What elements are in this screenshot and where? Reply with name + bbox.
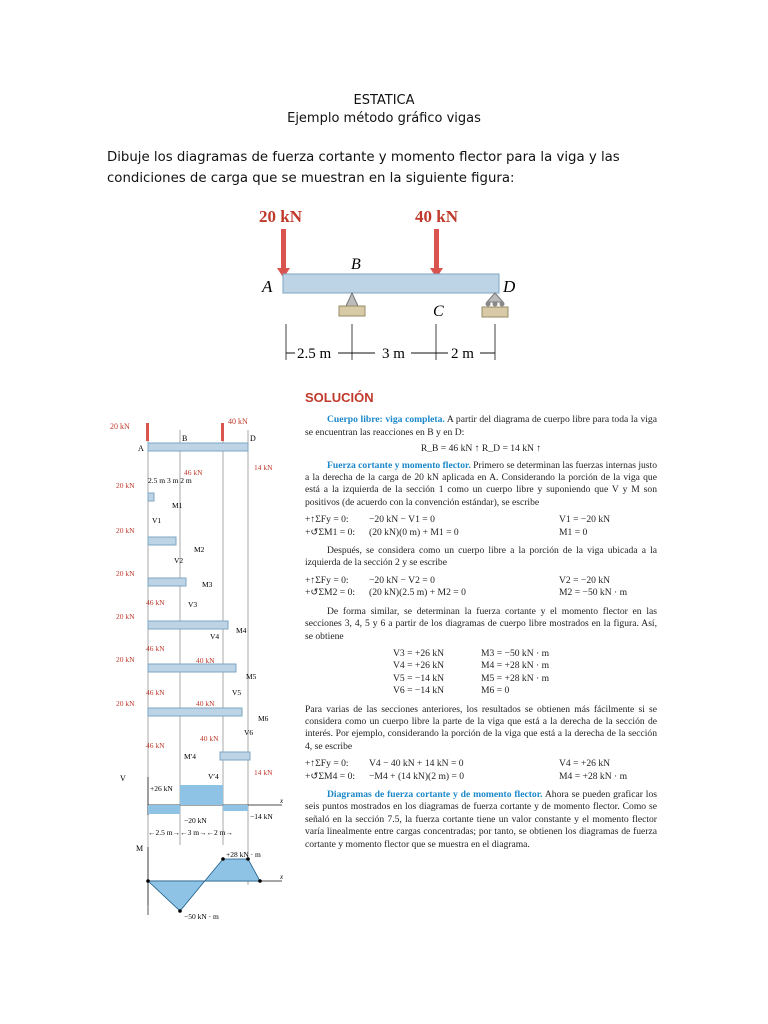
label-v1: V1 [152,516,162,525]
shear-neg-b [223,805,248,811]
label-v4: V4 [210,632,220,641]
svg-text:A: A [138,444,144,453]
problem-statement: Dibuje los diagramas de fuerza cortante y momento flector para la viga y las condiciones de carga que se muestran en la siguiente figura: [107,150,620,186]
label-prime-m: M′4 [184,752,197,761]
svg-text:x: x [280,873,284,881]
label-a: A [262,277,273,296]
svg-text:B: B [182,434,188,443]
svg-text:40 kN: 40 kN [196,656,215,665]
svg-text:20 kN: 20 kN [116,655,135,664]
svg-text:←2.5 m→←3 m→←2 m→: ←2.5 m→←3 m→←2 m→ [148,828,234,837]
beam [283,274,499,293]
moment-pos-label: +28 kN · m [226,850,261,859]
label-v5: V5 [232,688,242,697]
svg-text:14 kN: 14 kN [254,768,273,777]
fbd-load-a: 20 kN [110,422,130,431]
page-title: ESTATICA [353,93,415,108]
load-c-label: 40 kN [415,207,458,226]
label-v6: V6 [244,728,254,737]
svg-text:46 kN: 46 kN [146,688,165,697]
label-v3: V3 [188,600,198,609]
fbd-reaction-b: 46 kN [184,468,203,477]
svg-text:20 kN: 20 kN [116,481,135,490]
svg-text:40 kN: 40 kN [196,699,215,708]
load-a-label: 20 kN [259,207,302,226]
support-d [482,293,508,317]
label-m5: M5 [246,672,257,681]
svg-text:40 kN: 40 kN [200,734,219,743]
m-axis-label: M [136,844,144,853]
dim-2: 3 m [382,346,405,362]
fbd-dims: 2.5 m 3 m 2 m [148,476,192,485]
label-b: B [351,256,361,273]
shear-pos [180,785,223,805]
label-m2: M2 [194,545,205,554]
page-subtitle: Ejemplo método gráfico vigas [287,111,481,126]
svg-text:D: D [250,434,256,443]
shear-x-label: x [280,797,284,805]
svg-text:20 kN: 20 kN [116,699,135,708]
v-axis-label: V [120,774,126,783]
label-prime-v: V′4 [208,772,219,781]
equation-block-3: +↑ΣFy = 0: V4 − 40 kN + 14 kN = 0 V4 = +26 kN +↺ΣM4 = 0: −M4 + (14 kN)(2 m) = 0 M4 = +28 kN · m [305,758,628,782]
moment-neg-label: −50 kN · m [184,912,219,921]
fbd-load-c: 40 kN [228,417,248,426]
support-b [346,293,358,306]
solution-title: SOLUCIÓN [305,390,374,405]
shear-pos-label: +26 kN [150,784,173,793]
equation-block-1: +↑ΣFy = 0: −20 kN − V1 = 0 V1 = −20 kN +↺ΣM1 = 0: (20 kN)(0 m) + M1 = 0 M1 = 0 [305,514,611,538]
svg-text:20 kN: 20 kN [116,526,135,535]
beam-figure [255,200,525,365]
results-block: V3 = +26 kN M3 = −50 kN · m V4 = +26 kN M4 = +28 kN · m V5 = −14 kN M5 = +28 kN · m V6 = −14 kN M6 = 0 [393,647,550,697]
moment-area [148,859,260,911]
svg-text:20 kN: 20 kN [116,569,135,578]
solution-text: SOLUCIÓN Cuerpo libre: viga completa. A partir del diagrama de cuerpo libre para toda la viga se encuentran las reacciones en B y en D: R_B = 46 kN ↑ R_D = 14 kN ↑ Fuerza cortante y momento flector. Primero se determinan las fuerzas internas justo a la derecha de la carga de 20 kN aplicada en A. Considerando la porción de la viga que está a la izquierda de la sección 1 como un cuerpo libre y suponiendo que V y M son positivos (de acuerdo con la convención estándar), se escribe +↑ΣFy = 0: −20 kN − V1 = 0 V1 = −20 kN +↺ΣM1 = 0: (20 kN)(0 m) + M1 = 0 M1 = 0 Después, se considera como un cuerpo libre a la porción de la viga ubicada a la izquierda de la sección 2 y se escribe +↑ΣFy = 0: −20 kN − V2 = 0 V2 = −20 kN +↺ΣM2 = 0: (20 kN)(2.5 m) + M2 = 0 M2 = −50 kN · m De forma similar, se determinan la fuerza cortante y el momento flector en las secciones 3, 4, 5 y 6 a partir de los diagramas de cuerpo libre mostrados en la figura. Así, se obtiene V3 = +26 kN M3 = −50 kN · m V4 = +26 kN M4 = +28 kN · m V5 = −14 kN M5 = +28 kN · m V6 = −14 kN M6 = 0 Para varias de las secciones anteriores, los resultados se obtienen más fácilmente si se considera como un cuerpo libre la parte de la viga que está a la derecha de la sección de interés. Por ejemplo, considerando la porción de la viga que está a la derecha de la sección 4, se escribe +↑ΣFy = 0: V4 − 40 kN + 14 kN = 0 V4 = +26 kN +↺ΣM4 = 0: −M4 + (14 kN)(2 m) = 0 M4 = +28 kN · m Diagramas de fuerza cortante y de momento flector. Ahora se pueden graficar los seis puntos mostrados en los diagramas de fuerza cortante y de momento flector. Como se señaló en la sección 7.5, la fuerza cortante tiene un valor constante y el momento flector varía linealmente entre cargas concentradas; por tanto, se obtienen los diagramas de fuerza cortante y momento flector que se muestra en el diagrama. [305,390,657,850]
label-d: D [503,277,516,296]
free-body-diagrams [110,415,300,925]
svg-text:46 kN: 46 kN [146,598,165,607]
svg-text:46 kN: 46 kN [146,741,165,750]
label-m3: M3 [202,580,213,589]
label-v2: V2 [174,556,184,565]
shear-neg-a [148,805,180,814]
fbd-reaction-d: 14 kN [254,463,273,472]
shear-neg2-label: −14 kN [250,812,273,821]
equation-block-2: +↑ΣFy = 0: −20 kN − V2 = 0 V2 = −20 kN +↺ΣM2 = 0: (20 kN)(2.5 m) + M2 = 0 M2 = −50 kN · m [305,574,628,599]
label-m1: M1 [172,501,183,510]
dim-3: 2 m [451,346,474,362]
label-m4: M4 [236,626,247,635]
load-c-arrow [434,229,439,269]
svg-text:20 kN: 20 kN [116,612,135,621]
section-strips [148,493,250,760]
label-c: C [433,303,444,320]
svg-text:46 kN: 46 kN [146,644,165,653]
load-a-arrow [281,229,286,269]
shear-neg1-label: −20 kN [184,816,207,825]
reactions: R_B = 46 kN ↑ R_D = 14 kN ↑ [420,443,542,455]
dim-1: 2.5 m [297,346,332,362]
label-m6: M6 [258,714,269,723]
